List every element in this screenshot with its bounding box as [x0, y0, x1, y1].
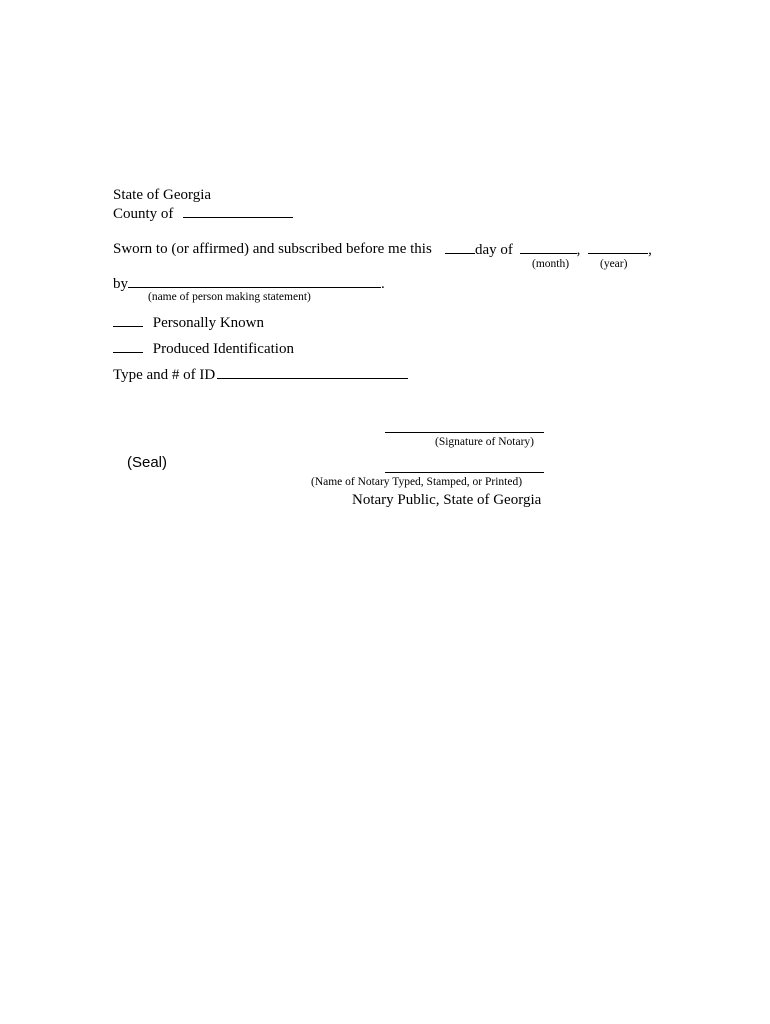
day-of-label: day of	[475, 242, 513, 258]
produced-id-row	[113, 341, 294, 357]
personally-known-label: Personally Known	[152, 315, 264, 331]
by-period: .	[381, 276, 385, 292]
year-caption: (year)	[600, 258, 628, 270]
year-blank[interactable]	[588, 242, 648, 254]
personally-known-row	[113, 315, 264, 331]
person-name-blank[interactable]	[128, 276, 381, 288]
county-label: County of	[113, 206, 174, 222]
sworn-text: Sworn to (or affirmed) and subscribed before me this	[113, 241, 432, 257]
county-line	[113, 206, 293, 222]
notary-public-label: Notary Public, State of Georgia	[352, 492, 542, 508]
county-blank[interactable]	[183, 206, 293, 218]
by-line	[113, 276, 385, 292]
comma-2: ,	[648, 242, 652, 258]
notary-name-line[interactable]	[385, 472, 544, 473]
state-heading: State of Georgia	[113, 187, 212, 203]
notary-signature-caption: (Signature of Notary)	[435, 436, 534, 448]
id-type-label: Type and # of ID	[113, 367, 216, 383]
by-label: by	[113, 276, 128, 292]
notary-name-caption: (Name of Notary Typed, Stamped, or Printed)	[311, 476, 523, 488]
comma-1: ,	[576, 242, 581, 258]
id-type-line	[113, 367, 408, 383]
month-caption: (month)	[532, 258, 570, 270]
personally-known-checkbox[interactable]	[113, 315, 143, 327]
seal-label: (Seal)	[127, 454, 168, 471]
day-line	[445, 242, 652, 258]
notary-signature-line[interactable]	[385, 432, 544, 433]
month-blank[interactable]	[520, 242, 577, 254]
produced-id-checkbox[interactable]	[113, 341, 143, 353]
produced-id-label: Produced Identification	[152, 341, 294, 357]
id-type-blank[interactable]	[217, 367, 408, 379]
person-caption: (name of person making statement)	[148, 291, 311, 303]
day-blank[interactable]	[445, 242, 475, 254]
